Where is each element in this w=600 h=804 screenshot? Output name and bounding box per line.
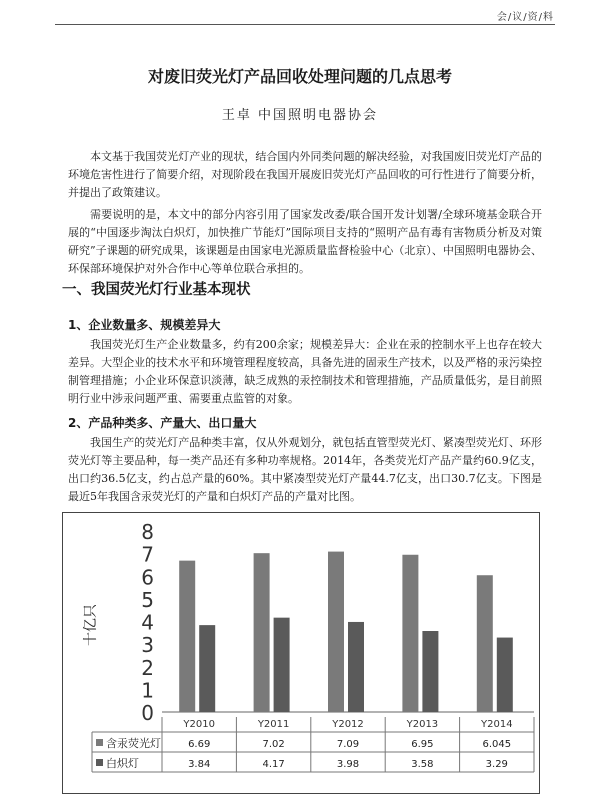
data-label: 6.69	[188, 739, 211, 750]
y-tick-label: 3	[141, 633, 154, 658]
data-label: 7.02	[262, 739, 285, 750]
body-paragraph-2: 我国生产的荧光灯产品种类丰富，仅从外观划分，就包括直管型荧光灯、紧凑型荧光灯、环形荧光灯等主要品种，每一类产品还有多种功率规格。2014年，各类荧光灯产品产量约60.9亿支，出口约36.5亿支，约占总产量的60%。其中紧凑型荧光灯产量44.7亿支，出口30.7亿支。下图是最近5年我国含汞荧光灯的产量和白炽灯产品的产量对比图。	[68, 436, 542, 503]
x-tick-label: Y2012	[332, 719, 364, 730]
x-tick-label: Y2011	[257, 719, 290, 730]
author-line: 王卓 中国照明电器协会	[221, 108, 379, 123]
data-label: 7.09	[336, 739, 360, 750]
note-paragraph: 需要说明的是，本文中的部分内容引用了国家发改委/联合国开发计划署/全球环境基金联合开展的“中国逐步淘汰白炽灯，加快推广节能灯”国际项目支持的“照明产品有毒有害物质分析及对策研究”子课题的研究成果，该课题是由国家电光源质量监督检验中心（北京）、中国照明电器协会、环保部环境保护对外合作中心等单位联合承担的。	[68, 208, 542, 275]
body-paragraph-1: 我国荧光灯生产企业数量多，约有200余家；规模差异大：企业在汞的控制水平上也存在较大差异。大型企业的技术水平和环境管理程度较高，具备先进的固汞生产技术，以及严格的汞污染控制管理措施；小企业环保意识淡薄，缺乏成熟的汞控制技术和管理措施，产品质量低劣，是目前照明行业中涉汞问题严重、需要重点监管的对象。	[68, 338, 542, 405]
x-tick-label: Y2010	[183, 719, 215, 730]
header-rule	[55, 24, 555, 25]
bar-incandescent	[348, 622, 364, 712]
bar-fluorescent	[328, 552, 344, 712]
bar-fluorescent	[179, 561, 195, 712]
bar-incandescent	[497, 638, 513, 712]
x-tick-label: Y2013	[406, 719, 439, 730]
data-label: 6.045	[482, 739, 512, 750]
legend-label: 含汞荧光灯	[106, 737, 161, 750]
data-label: 3.58	[411, 759, 434, 770]
chart-frame	[63, 513, 540, 794]
y-tick-label: 2	[141, 655, 154, 680]
data-label: 3.98	[336, 759, 360, 770]
y-tick-label: 1	[141, 678, 154, 703]
data-label: 4.17	[262, 759, 285, 770]
production-chart	[62, 512, 540, 794]
abstract-paragraph: 本文基于我国荧光灯产业的现状，结合国内外同类问题的解决经验，对我国废旧荧光灯产品的环境危害性进行了简要介绍，对现阶段在我国开展废旧荧光灯产品回收的可行性进行了简要分析，并提出了政策建议。	[68, 150, 542, 199]
bar-incandescent	[422, 631, 438, 712]
y-axis-label: 十亿只	[83, 604, 99, 646]
bar-fluorescent	[402, 555, 418, 712]
bar-fluorescent	[254, 553, 270, 712]
bar-incandescent	[199, 625, 215, 712]
data-label: 3.84	[188, 759, 211, 770]
bar-incandescent	[274, 618, 290, 712]
legend-label: 白炽灯	[106, 757, 139, 770]
subsection-heading-2: 2、产品种类多、产量大、出口量大	[68, 416, 257, 430]
section-heading: 一、我国荧光灯行业基本现状	[62, 282, 251, 298]
data-label: 3.29	[485, 759, 508, 770]
y-tick-label: 0	[141, 701, 154, 725]
bar-fluorescent	[477, 575, 493, 712]
y-tick-label: 7	[141, 542, 154, 567]
y-tick-label: 8	[141, 520, 154, 544]
article-title: 对废旧荧光灯产品回收处理问题的几点思考	[147, 67, 452, 86]
legend-swatch	[96, 739, 103, 746]
x-tick-label: Y2014	[481, 719, 513, 730]
y-tick-label: 4	[141, 610, 154, 635]
section-header: 会/议/资/料	[496, 12, 554, 23]
y-tick-label: 5	[141, 587, 154, 612]
data-label: 6.95	[411, 739, 434, 750]
legend-swatch	[96, 759, 103, 766]
y-tick-label: 6	[141, 565, 154, 590]
subsection-heading-1: 1、企业数量多、规模差异大	[68, 318, 221, 332]
